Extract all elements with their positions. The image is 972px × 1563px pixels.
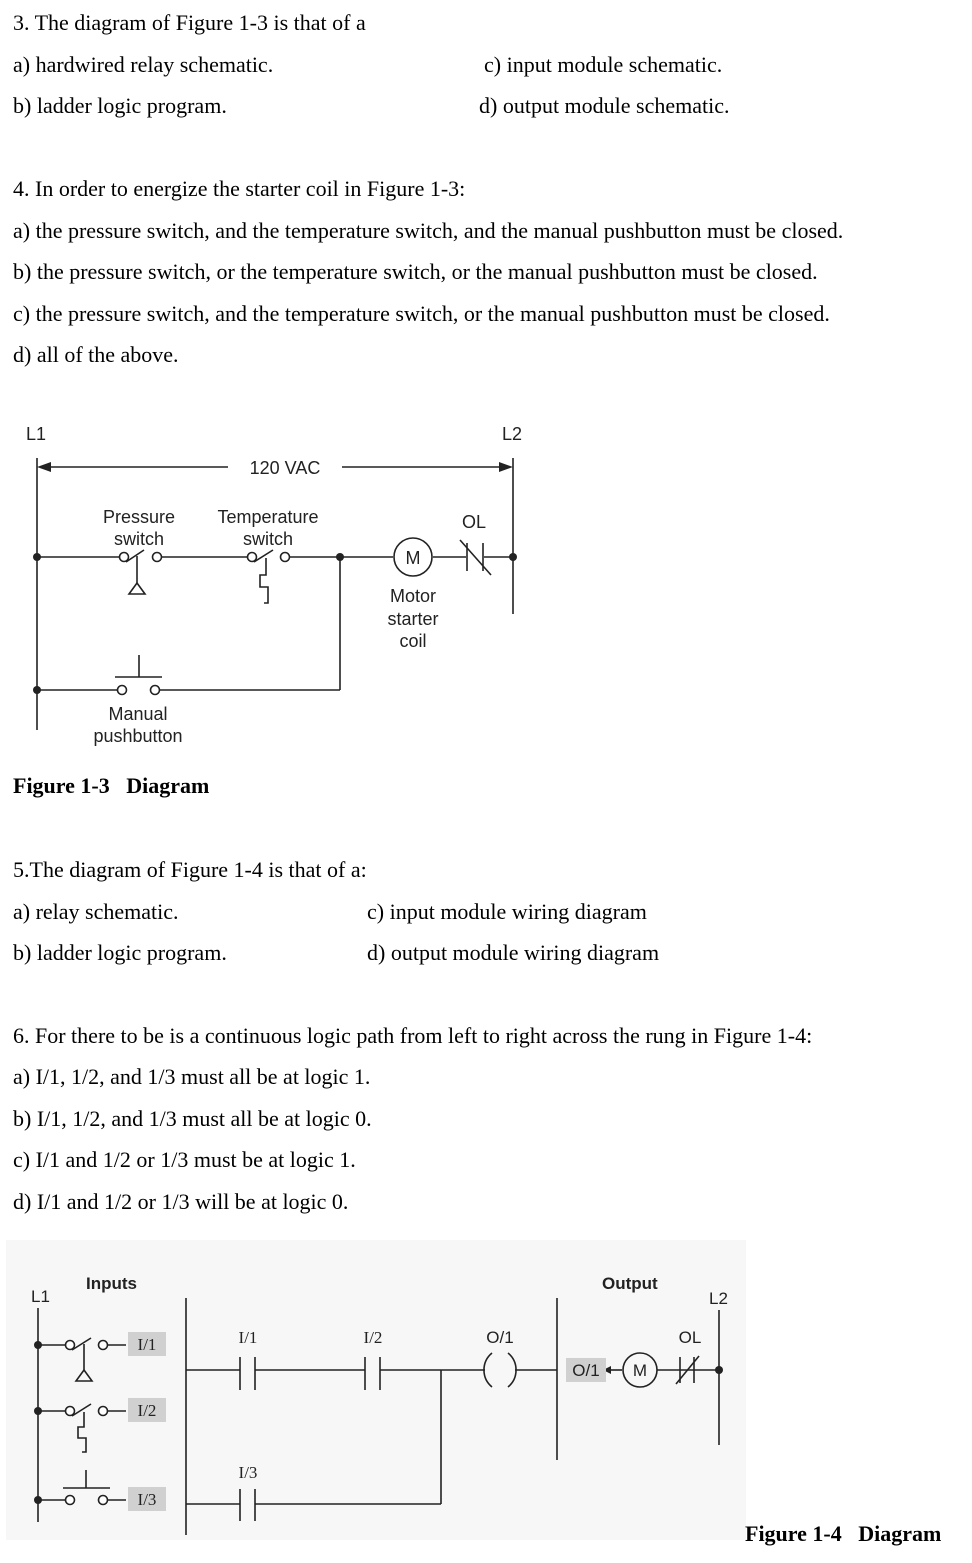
input-terminal-2: I/2: [137, 1401, 157, 1420]
inputs-heading: Inputs: [86, 1274, 137, 1293]
motor-label-1: Motor: [389, 586, 437, 606]
q3-option-c: c) input module schematic.: [484, 52, 723, 77]
fig14-ol-label: OL: [678, 1328, 702, 1347]
q6-option-d: d) I/1 and 1/2 or 1/3 will be at logic 0.: [13, 1189, 349, 1214]
q5-option-c: c) input module wiring diagram: [367, 899, 647, 924]
q4-option-a: a) the pressure switch, and the temperature switch, and the manual pushbutton must be closed.: [13, 218, 844, 243]
q5-stem: 5.The diagram of Figure 1-4 is that of a:: [13, 857, 367, 882]
q5-option-d: d) output module wiring diagram: [367, 940, 660, 965]
q3-option-a: a) hardwired relay schematic.: [13, 52, 274, 77]
fig13-ol-label: OL: [461, 512, 487, 532]
temperature-switch-label-2: switch: [242, 529, 294, 549]
temperature-switch-label-1: Temperature: [217, 507, 319, 527]
q3-stem: 3. The diagram of Figure 1-3 is that of a: [13, 10, 366, 35]
q4-option-d: d) all of the above.: [13, 342, 179, 367]
fig14-l2-label: L2: [709, 1289, 728, 1308]
q5-option-a: a) relay schematic.: [13, 899, 179, 924]
fig14-l1-label: L1: [31, 1287, 50, 1306]
q6-stem: 6. For there to be is a continuous logic path from left to right across the rung in Figure 1-4:: [13, 1023, 813, 1048]
fig13-l2-label: L2: [502, 424, 523, 444]
fig14-motor-letter: M: [632, 1361, 648, 1380]
fig13-l1-label: L1: [26, 424, 47, 444]
manual-pushbutton-label-2: pushbutton: [93, 726, 183, 746]
pressure-switch-label-2: switch: [113, 529, 165, 549]
q4-option-c: c) the pressure switch, and the temperature switch, or the manual pushbutton must be closed.: [13, 301, 830, 326]
q6-option-a: a) I/1, 1/2, and 1/3 must all be at logic 1.: [13, 1064, 371, 1089]
output-heading: Output: [602, 1274, 658, 1293]
input-terminal-1: I/1: [137, 1335, 157, 1354]
contact-3-label: I/3: [238, 1463, 258, 1482]
output-terminal: O/1: [572, 1361, 600, 1380]
output-coil-label: O/1: [486, 1328, 514, 1347]
q4-stem: 4. In order to energize the starter coil in Figure 1-3:: [13, 176, 466, 201]
voltage-label: 120 VAC: [249, 458, 321, 478]
motor-label-3: coil: [399, 631, 427, 651]
contact-1-label: I/1: [238, 1328, 258, 1347]
input-terminal-3: I/3: [137, 1490, 157, 1509]
q6-option-b: b) I/1, 1/2, and 1/3 must all be at logic 0.: [13, 1106, 372, 1131]
q5-option-b: b) ladder logic program.: [13, 940, 227, 965]
motor-coil-letter: M: [405, 548, 421, 568]
manual-pushbutton-label-1: Manual: [108, 704, 168, 724]
q4-option-b: b) the pressure switch, or the temperature switch, or the manual pushbutton must be closed.: [13, 259, 818, 284]
motor-label-2: starter: [387, 609, 439, 629]
figure-1-4-caption: Figure 1-4 Diagram: [745, 1521, 942, 1546]
figure-1-3-caption: Figure 1-3 Diagram: [13, 773, 210, 798]
q6-option-c: c) I/1 and 1/2 or 1/3 must be at logic 1.: [13, 1147, 356, 1172]
q3-option-b: b) ladder logic program.: [13, 93, 227, 118]
contact-2-label: I/2: [363, 1328, 383, 1347]
pressure-switch-label-1: Pressure: [102, 507, 176, 527]
q3-option-d: d) output module schematic.: [479, 93, 730, 118]
